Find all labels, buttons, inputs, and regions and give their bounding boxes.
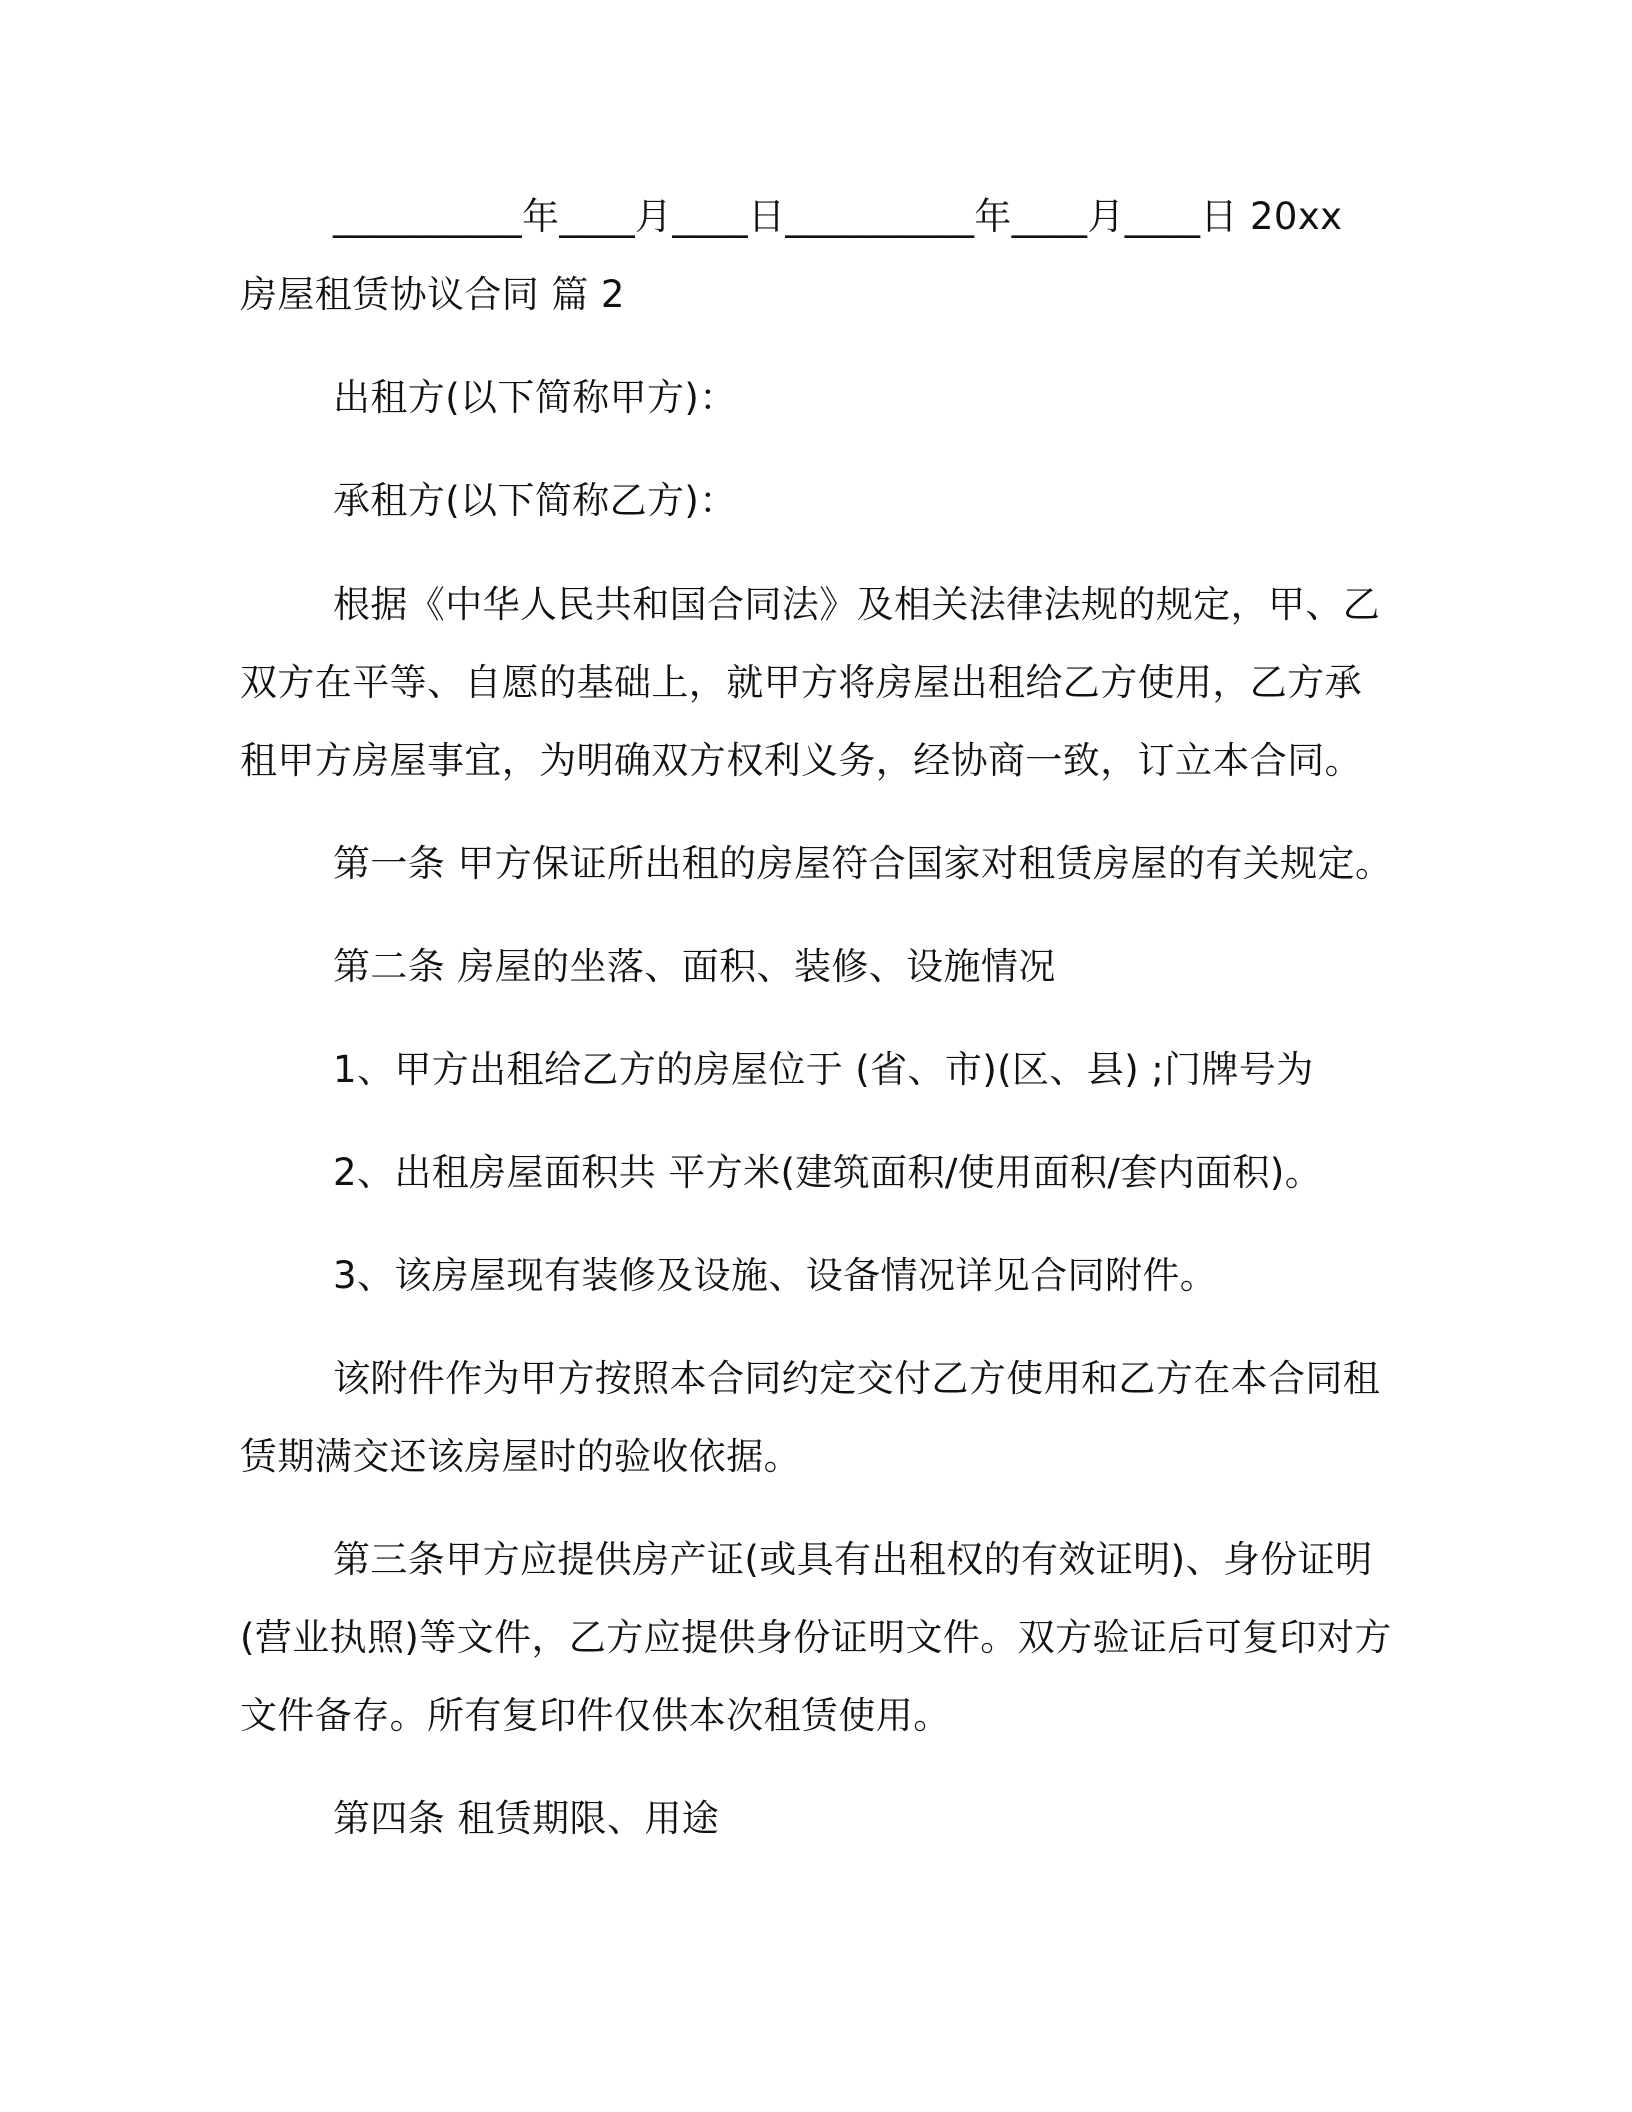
preamble-line-2: 双方在平等、自愿的基础上，就甲方将房屋出租给乙方使用，乙方承 [240, 661, 1362, 704]
lessor-label: 出租方(以下简称甲方)： [333, 376, 737, 419]
attachment-note-line-1: 该附件作为甲方按照本合同约定交付乙方使用和乙方在本合同租 [333, 1357, 1381, 1400]
date-blanks-line: __________年____月____日__________年____月____日 20xx [333, 195, 1343, 238]
article-2-item-3: 3、该房屋现有装修及设施、设备情况详见合同附件。 [333, 1254, 1218, 1297]
article-2-item-1: 1、甲方出租给乙方的房屋位于 (省、市)(区、县) ;门牌号为 [333, 1048, 1314, 1091]
article-3-line-3: 文件备存。所有复印件仅供本次租赁使用。 [240, 1694, 951, 1737]
article-2-item-2: 2、出租房屋面积共 平方米(建筑面积/使用面积/套内面积)。 [333, 1151, 1323, 1194]
article-4-heading: 第四条 租赁期限、用途 [333, 1797, 720, 1840]
section-title: 房屋租赁协议合同 篇 2 [240, 273, 625, 316]
preamble-line-3: 租甲方房屋事宜，为明确双方权利义务，经协商一致，订立本合同。 [240, 739, 1362, 782]
article-3-line-1: 第三条甲方应提供房产证(或具有出租权的有效证明)、身份证明 [333, 1538, 1373, 1581]
article-2-heading: 第二条 房屋的坐落、面积、装修、设施情况 [333, 945, 1056, 988]
lessee-label: 承租方(以下简称乙方)： [333, 479, 737, 522]
attachment-note-line-2: 赁期满交还该房屋时的验收依据。 [240, 1435, 801, 1478]
article-1: 第一条 甲方保证所出租的房屋符合国家对租赁房屋的有关规定。 [333, 842, 1393, 885]
preamble-line-1: 根据《中华人民共和国合同法》及相关法律法规的规定，甲、乙 [333, 583, 1381, 626]
article-3-line-2: (营业执照)等文件，乙方应提供身份证明文件。双方验证后可复印对方 [240, 1616, 1392, 1659]
